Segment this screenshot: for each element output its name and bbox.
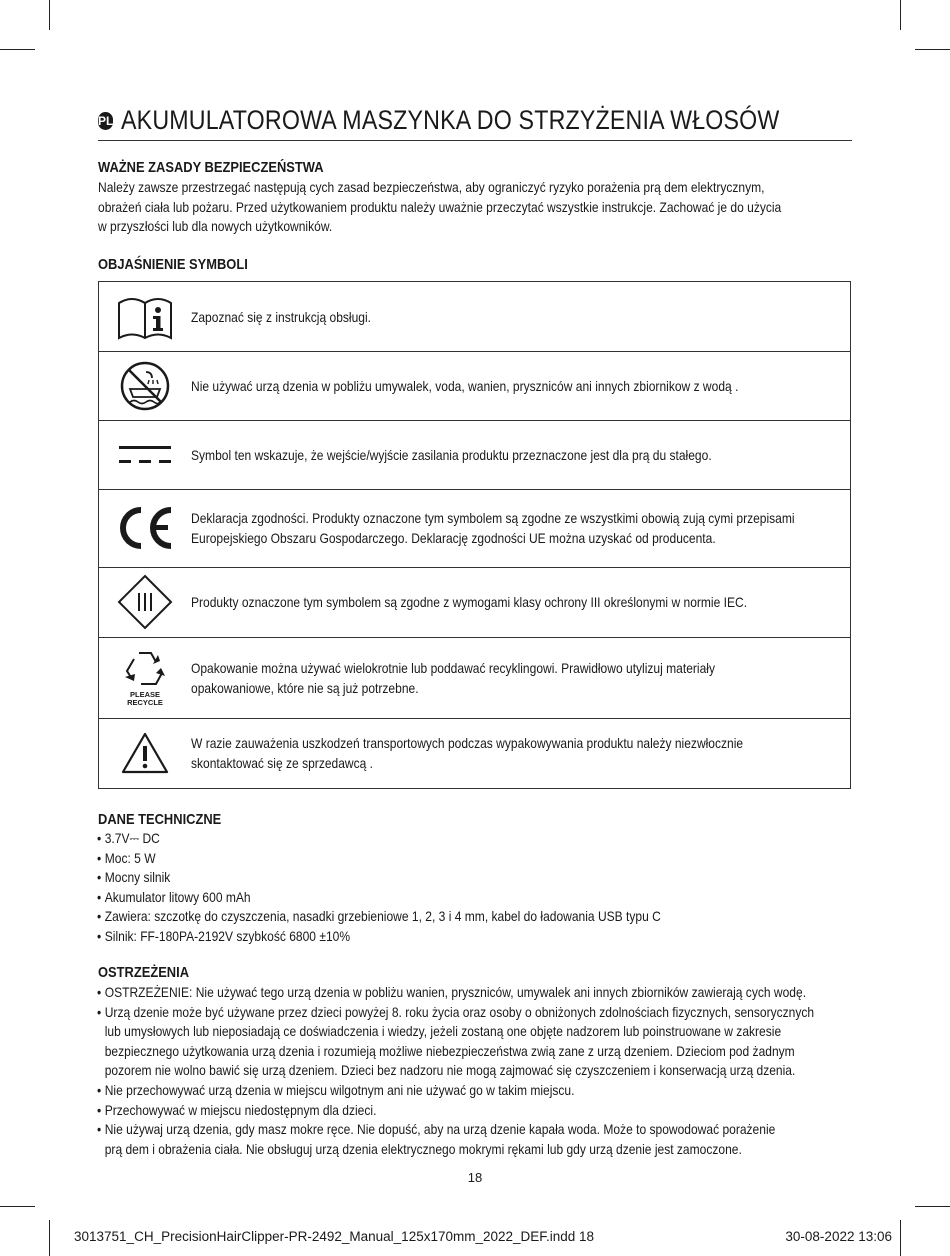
- symbol-description: Symbol ten wskazuje, że wejście/wyjście zasilania produktu przeznaczone jest dla prą du stałego.: [191, 446, 712, 463]
- recycle-icon-label: PLEASE RECYCLE: [127, 689, 163, 707]
- warnings-heading: OSTRZEŻENIA: [98, 964, 190, 981]
- symbol-row: [99, 567, 850, 638]
- page-header: [98, 100, 852, 141]
- read-manual-icon: [99, 282, 191, 351]
- list-item: • OSTRZEŻENIE: Nie używać tego urzą dzenia w pobliżu wanien, pryszniców, umywalek ani innych zbiorników zawierają cych wodę.: [97, 983, 814, 1003]
- symbol-row: [99, 489, 850, 568]
- symbol-row: [99, 420, 850, 490]
- list-item: • Akumulator litowy 600 mAh: [97, 888, 661, 908]
- page-title: AKUMULATOROWA MASZYNKA DO STRZYŻENIA WŁOSÓW: [121, 104, 780, 135]
- crop-mark: [49, 0, 50, 30]
- list-item: • Nie używaj urzą dzenia, gdy masz mokre ręce. Nie dopuść, aby na urzą dzenie kapała woda. Może to spowodować porażenie prą dem i obrażenia ciała. Nie obsługuj urzą dzenia elektrycznego mokrymi rękami lub gdy urzą dzenie jest zamoczone.: [97, 1120, 814, 1159]
- list-item: • Nie przechowywać urzą dzenia w miejscu wilgotnym ani nie używać go w takim miejscu.: [97, 1081, 814, 1101]
- crop-mark: [915, 49, 950, 50]
- safety-paragraph: [98, 178, 893, 237]
- crop-mark: [900, 0, 901, 30]
- tech-list: [97, 829, 753, 947]
- crop-mark: [0, 49, 35, 50]
- list-item: • Mocny silnik: [97, 868, 661, 888]
- symbol-row: [99, 351, 850, 421]
- footer-filename: 3013751_CH_PrecisionHairClipper-PR-2492_Manual_125x170mm_2022_DEF.indd 18: [74, 1229, 595, 1244]
- language-badge: PL: [98, 114, 114, 128]
- crop-mark: [900, 1220, 901, 1256]
- warning-icon: [99, 718, 191, 788]
- symbol-row: [99, 637, 850, 719]
- symbol-description: Produkty oznaczone tym symbolem są zgodne z wymogami klasy ochrony III określonymi w normie IEC.: [191, 594, 748, 610]
- safety-heading: WAŻNE ZASADY BEZPIECZEŃSTWA: [98, 159, 324, 176]
- list-item: • Zawiera: szczotkę do czyszczenia, nasadki grzebieniowe 1, 2, 3 i 4 mm, kabel do ładowania USB typu C: [97, 907, 661, 927]
- list-item: • 3.7V⎓ DC: [97, 829, 661, 849]
- symbols-heading: OBJAŚNIENIE SYMBOLI: [98, 256, 248, 273]
- list-item: • Przechowywać w miejscu niedostępnym dla dzieci.: [97, 1101, 814, 1121]
- symbol-row: [99, 718, 850, 788]
- symbol-description: Zapoznać się z instrukcją obsługi.: [191, 308, 372, 325]
- list-item: • Urzą dzenie może być używane przez dzieci powyżej 8. roku życia oraz osoby o obniżonych zdolnościach fizycznych, sensorycznych lub umysłowych lub nieposiadają ce doświadczenia i wiedzy, jeżeli zostaną one objęte nadzorem lub poinstruowane w zakresie bezpiecznego użytkowania urzą dzenia i rozumieją możliwe niebezpieczeństwa zwią zane z urzą dzeniem. Dzieciom pod żadnym pozorem nie wolno bawić się urzą dzeniem. Dzieci bez nadzoru nie mogą zajmować się czyszczeniem i konserwacją urzą dzenia.: [97, 1003, 814, 1081]
- crop-mark: [915, 1206, 950, 1207]
- warnings-list: [97, 983, 931, 1159]
- class-iii-icon: [99, 567, 191, 637]
- symbol-description: Opakowanie można używać wielokrotnie lub poddawać recyklingowi. Prawidłowo utylizuj materiały opakowaniowe, które nie są już potrzebne.: [191, 659, 715, 696]
- symbol-row: [99, 282, 850, 352]
- footer-date: 30-08-2022 13:06: [785, 1229, 892, 1244]
- safety-line: Należy zawsze przestrzegać następują cych zasad bezpieczeństwa, aby ograniczyć ryzyko porażenia prą dem elektrycznym,: [98, 179, 765, 195]
- ce-mark-icon: [99, 489, 191, 567]
- page-number: 18: [467, 1170, 483, 1185]
- safety-line: obrażeń ciała lub pożaru. Przed użytkowaniem produktu należy uważnie przeczytać wszystkie instrukcje. Zachować je do użycia: [98, 198, 782, 215]
- safety-line: w przyszłości lub dla nowych użytkowników.: [98, 218, 333, 234]
- list-item: • Moc: 5 W: [97, 849, 661, 869]
- symbol-description: Deklaracja zgodności. Produkty oznaczone tym symbolem są zgodne ze wszystkimi obowią zują cymi przepisami Europejskiego Obszaru Gospodarczego. Deklarację zgodności UE można uzyskać od producenta.: [191, 510, 795, 546]
- crop-mark: [0, 1206, 35, 1207]
- symbol-description: Nie używać urzą dzenia w pobliżu umywalek, voda, wanien, pryszniców ani innych zbiornikow z wodą .: [191, 377, 739, 394]
- crop-mark: [49, 1220, 50, 1256]
- symbol-description: W razie zauważenia uszkodzeń transportowych podczas wypakowywania produktu należy niezwłocznie skontaktować się ze sprzedawcą .: [191, 735, 744, 771]
- recycle-icon: [99, 637, 191, 718]
- direct-current-icon: [99, 420, 191, 489]
- tech-heading: DANE TECHNICZNE: [98, 811, 222, 828]
- no-water-icon: [99, 351, 191, 420]
- list-item: • Silnik: FF-180PA-2192V szybkość 6800 ±10%: [97, 927, 661, 947]
- symbols-table: [98, 281, 851, 789]
